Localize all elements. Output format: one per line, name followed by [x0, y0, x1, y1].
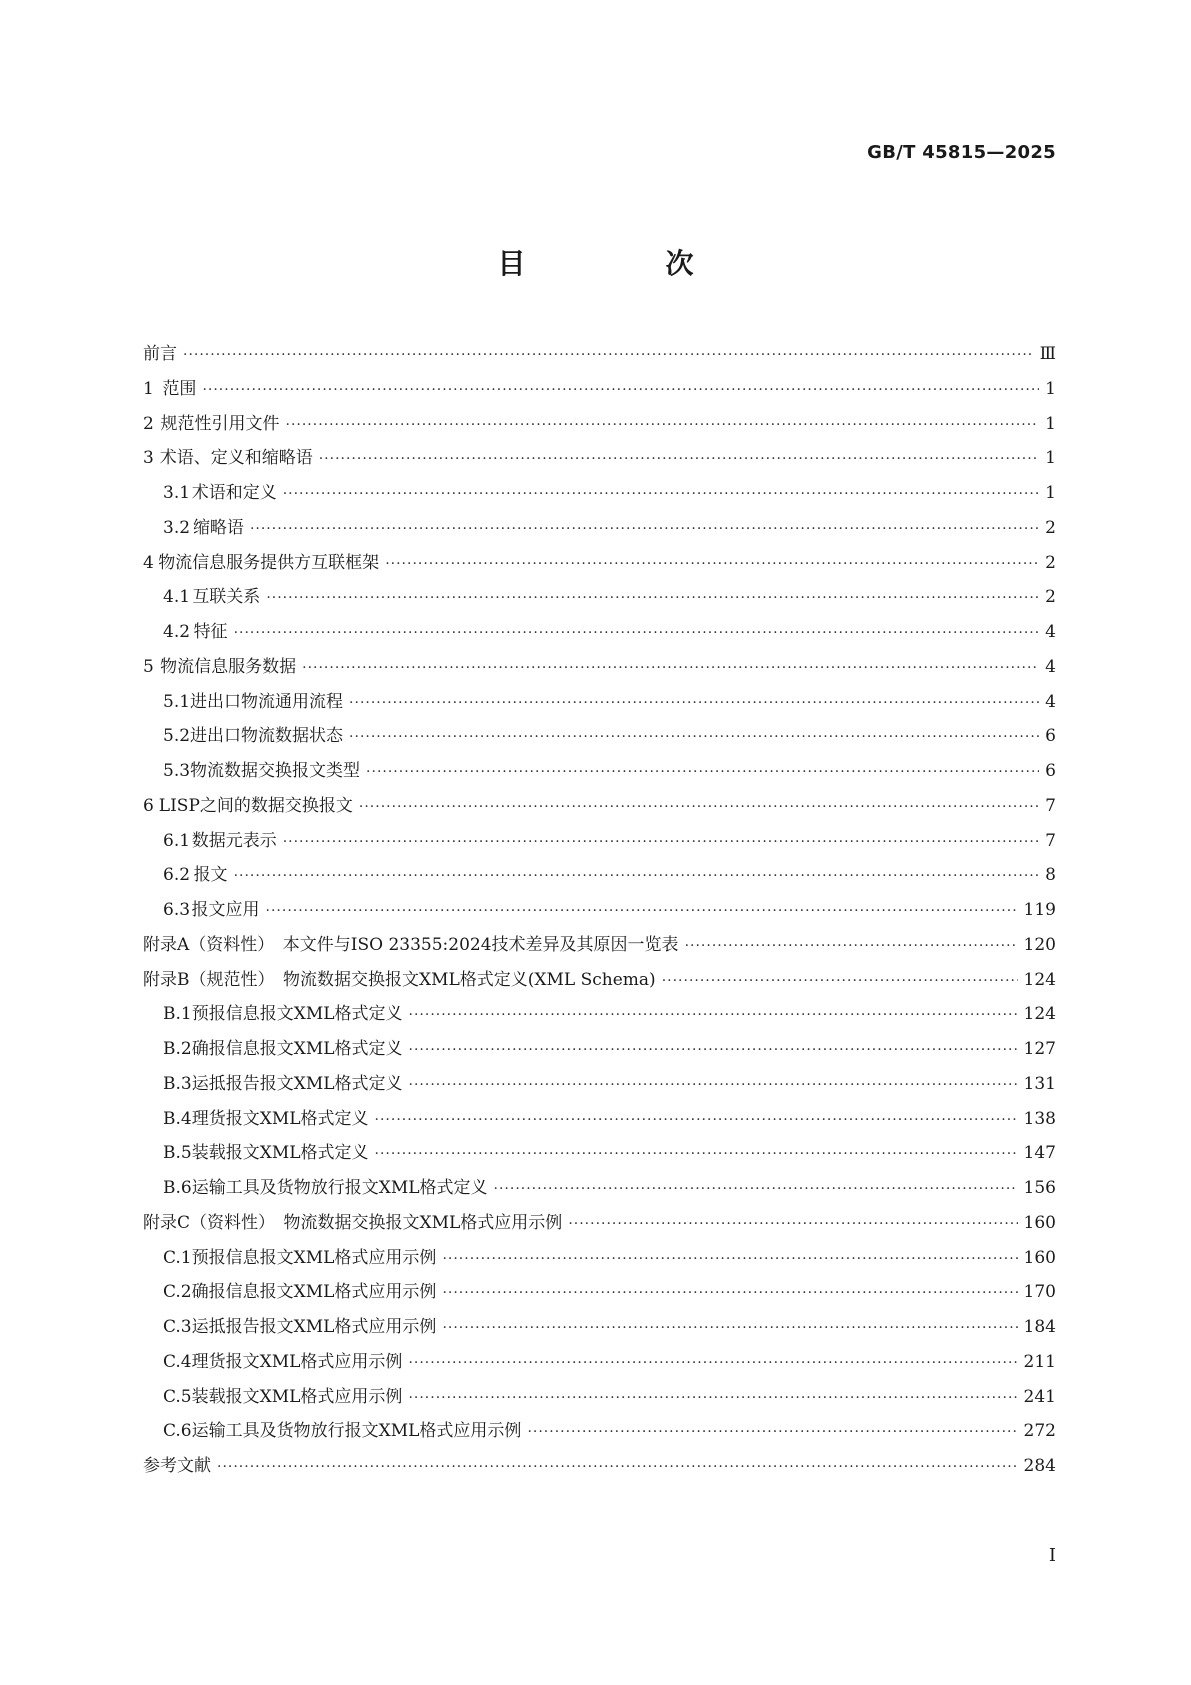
toc-entry-title: 附录B（规范性） 物流数据交换报文XML格式定义(XML Schema) [143, 969, 656, 990]
toc-entry-page: 211 [1023, 1351, 1056, 1372]
toc-entry[interactable] [143, 615, 1056, 650]
toc-entry-page: 2 [1045, 517, 1056, 538]
toc-entry[interactable] [143, 928, 1056, 963]
toc-entry-number: 6 [143, 795, 154, 816]
toc-entry-number: 1 [143, 378, 154, 399]
toc-entry-page: 8 [1045, 865, 1056, 886]
toc-entry-number: 4.1 [163, 587, 191, 608]
toc-dot-leader [283, 477, 1039, 512]
toc-entry-number: B.3 [163, 1073, 192, 1094]
toc-entry-number: 5.1 [163, 691, 191, 712]
toc-dot-leader [202, 373, 1039, 408]
toc-entry-title: 装载报文XML格式定义 [191, 1143, 369, 1164]
toc-entry[interactable] [143, 963, 1056, 998]
toc-entry[interactable] [143, 1241, 1056, 1276]
toc-entry[interactable] [143, 650, 1056, 685]
toc-dot-leader [283, 825, 1039, 860]
toc-entry[interactable] [143, 1032, 1056, 1067]
toc-entry-title: 特征 [193, 622, 228, 642]
toc-entry-title: 运抵报告报文XML格式定义 [191, 1073, 403, 1094]
toc-entry-title: 报文应用 [191, 900, 260, 920]
toc-dot-leader [408, 1346, 1017, 1381]
toc-entry-title: 进出口物流数据状态 [190, 726, 344, 747]
toc-entry-title: 术语、定义和缩略语 [159, 448, 313, 469]
toc-entry[interactable] [143, 1345, 1056, 1380]
toc-entry-page: 1 [1045, 413, 1056, 434]
toc-entry-title: 缩略语 [192, 517, 244, 538]
toc-entry-page: Ⅲ [1039, 344, 1056, 364]
toc-entry-title: 参考文献 [143, 1456, 211, 1476]
toc-entry-page: 147 [1023, 1143, 1056, 1164]
toc-entry-page: 119 [1023, 900, 1056, 920]
toc-entry-page: 160 [1023, 1247, 1056, 1268]
toc-entry[interactable] [143, 1449, 1056, 1484]
toc-dot-leader [442, 1242, 1017, 1277]
toc-entry-number: 3.1 [163, 483, 191, 503]
toc-entry-title: 前言 [143, 344, 177, 364]
toc-entry-number: C.1 [163, 1247, 192, 1268]
toc-entry-page: 131 [1023, 1073, 1056, 1094]
toc-entry-page: 4 [1045, 656, 1056, 677]
toc-entry-number: 2 [143, 413, 154, 434]
toc-entry-number: B.5 [163, 1143, 192, 1164]
toc-entry-title: 运输工具及货物放行报文XML格式应用示例 [191, 1421, 522, 1442]
toc-entry-title: 预报信息报文XML格式应用示例 [191, 1247, 437, 1268]
toc-dot-leader [385, 547, 1039, 582]
toc-entry-number: 6.2 [163, 865, 191, 886]
toc-dot-leader [349, 720, 1039, 755]
toc-entry-page: 6 [1045, 761, 1056, 781]
toc-entry-number: 4.2 [163, 622, 191, 642]
toc-dot-leader [527, 1415, 1017, 1450]
toc-entry-number: 3 [143, 448, 154, 469]
toc-entry[interactable] [143, 1310, 1056, 1345]
toc-entry-title: 理货报文XML格式定义 [191, 1108, 369, 1129]
toc-dot-leader [217, 1450, 1018, 1485]
toc-entry-page: 124 [1023, 1004, 1056, 1025]
toc-dot-leader [319, 442, 1039, 477]
toc-entry-page: 120 [1023, 934, 1056, 955]
toc-entry-number: B.1 [163, 1004, 192, 1025]
toc-entry-title: 运输工具及货物放行报文XML格式定义 [191, 1178, 488, 1198]
toc-entry-page: 7 [1045, 795, 1056, 816]
toc-entry-page: 170 [1023, 1282, 1056, 1303]
toc-entry-page: 1 [1045, 378, 1056, 399]
toc-entry[interactable] [143, 441, 1056, 476]
toc-dot-leader [359, 790, 1039, 825]
toc-dot-leader [442, 1311, 1017, 1346]
page-title: 目 次 [497, 247, 750, 280]
toc-entry[interactable] [143, 546, 1056, 581]
toc-dot-leader [266, 894, 1018, 929]
toc-entry[interactable] [143, 476, 1056, 511]
toc-entry-title: 术语和定义 [191, 483, 277, 503]
toc-entry-page: 4 [1045, 622, 1056, 642]
toc-entry-number: 5 [143, 656, 154, 677]
toc-entry-page: 124 [1023, 969, 1056, 990]
toc-entry[interactable] [143, 789, 1056, 824]
toc-entry-title: 物流信息服务数据 [160, 656, 297, 677]
toc-entry-title: 预报信息报文XML格式定义 [191, 1004, 403, 1025]
toc-dot-leader [250, 512, 1039, 547]
toc-entry-page: 1 [1045, 448, 1056, 469]
toc-entry[interactable] [143, 372, 1056, 407]
toc-entry-title: 物流数据交换报文类型 [190, 761, 361, 781]
toc-entry[interactable] [143, 1206, 1056, 1241]
toc-entry[interactable] [143, 719, 1056, 754]
toc-dot-leader [408, 1381, 1017, 1416]
toc-entry-number: 4 [143, 552, 154, 573]
toc-entry-number: C.5 [163, 1386, 192, 1407]
toc-entry-page: 241 [1023, 1386, 1056, 1407]
toc-entry[interactable] [143, 824, 1056, 859]
toc-entry-title: 附录A（资料性） 本文件与ISO 23355:2024技术差异及其原因一览表 [143, 934, 679, 955]
toc-entry-title: 确报信息报文XML格式应用示例 [191, 1282, 437, 1303]
toc-entry-page: 1 [1045, 483, 1056, 503]
toc-entry-title: 数据元表示 [191, 830, 277, 851]
toc-entry[interactable] [143, 1067, 1056, 1102]
toc-dot-leader [266, 581, 1039, 616]
toc-entry-page: 127 [1023, 1039, 1056, 1059]
toc-entry-number: C.4 [163, 1351, 192, 1372]
toc-entry-number: 5.3 [163, 761, 191, 781]
toc-dot-leader [375, 1103, 1018, 1138]
toc-entry-title: 运抵报告报文XML格式应用示例 [191, 1317, 437, 1337]
toc-dot-leader [685, 929, 1018, 964]
toc-entry[interactable] [143, 1102, 1056, 1137]
toc-entry-number: 6.1 [163, 830, 191, 851]
toc-entry-page: 160 [1023, 1212, 1056, 1233]
toc-dot-leader [662, 964, 1018, 999]
toc-entry[interactable] [143, 407, 1056, 442]
toc-entry-page: 156 [1023, 1178, 1056, 1198]
toc-entry-title: 装载报文XML格式应用示例 [191, 1386, 403, 1407]
toc-dot-leader [494, 1172, 1018, 1207]
toc-entry-number: C.3 [163, 1317, 192, 1337]
toc-dot-leader [568, 1207, 1017, 1242]
toc-entry-title: 报文 [193, 865, 228, 886]
page-number: I [1048, 1545, 1056, 1566]
toc-entry-title: 范围 [162, 378, 197, 399]
toc-entry[interactable] [143, 858, 1056, 893]
toc-entry-number: 5.2 [163, 726, 191, 747]
toc-entry[interactable] [143, 1171, 1056, 1206]
toc-entry-title: 附录C（资料性） 物流数据交换报文XML格式应用示例 [143, 1212, 563, 1233]
toc-entry[interactable] [143, 1275, 1056, 1310]
toc-entry[interactable] [143, 580, 1056, 615]
toc-entry[interactable] [143, 1414, 1056, 1449]
table-of-contents [143, 337, 1056, 1484]
toc-entry-title: 物流信息服务提供方互联框架 [158, 552, 380, 573]
toc-entry[interactable] [143, 511, 1056, 546]
toc-entry[interactable] [143, 1136, 1056, 1171]
toc-entry[interactable] [143, 754, 1056, 789]
toc-dot-leader [183, 338, 1034, 373]
toc-dot-leader [349, 686, 1039, 721]
toc-entry-title: 规范性引用文件 [160, 413, 280, 434]
toc-entry-number: B.6 [163, 1178, 192, 1198]
toc-entry-number: C.6 [163, 1421, 192, 1442]
toc-dot-leader [302, 651, 1039, 686]
toc-entry-page: 184 [1023, 1317, 1056, 1337]
toc-entry-number: C.2 [163, 1282, 192, 1303]
toc-dot-leader [409, 998, 1018, 1033]
toc-entry-page: 2 [1045, 587, 1056, 608]
toc-dot-leader [234, 859, 1040, 894]
toc-entry-number: 6.3 [163, 900, 191, 920]
toc-entry-title: 进出口物流通用流程 [190, 691, 344, 712]
toc-entry-page: 7 [1045, 830, 1056, 851]
toc-entry-page: 138 [1023, 1108, 1056, 1129]
toc-entry-page: 272 [1023, 1421, 1056, 1442]
toc-entry[interactable] [143, 997, 1056, 1032]
toc-entry-page: 4 [1045, 691, 1056, 712]
toc-entry[interactable] [143, 893, 1056, 928]
toc-dot-leader [366, 755, 1039, 790]
toc-dot-leader [375, 1137, 1018, 1172]
toc-entry-title: 理货报文XML格式应用示例 [191, 1351, 403, 1372]
toc-entry-number: B.2 [163, 1039, 192, 1059]
toc-dot-leader [234, 616, 1040, 651]
toc-entry-page: 6 [1045, 726, 1056, 747]
toc-dot-leader [409, 1033, 1018, 1068]
toc-entry[interactable] [143, 1380, 1056, 1415]
toc-entry-title: 互联关系 [192, 587, 261, 608]
toc-dot-leader [286, 408, 1040, 443]
toc-entry-number: 3.2 [163, 517, 191, 538]
toc-entry[interactable] [143, 685, 1056, 720]
standard-code: GB/T 45815—2025 [867, 142, 1056, 163]
toc-entry-page: 284 [1023, 1456, 1056, 1476]
toc-entry[interactable] [143, 337, 1056, 372]
toc-entry-number: B.4 [163, 1108, 192, 1129]
toc-entry-title: LISP之间的数据交换报文 [158, 795, 353, 816]
toc-dot-leader [409, 1068, 1018, 1103]
toc-entry-title: 确报信息报文XML格式定义 [191, 1039, 403, 1059]
toc-dot-leader [442, 1276, 1017, 1311]
toc-entry-page: 2 [1045, 552, 1056, 573]
